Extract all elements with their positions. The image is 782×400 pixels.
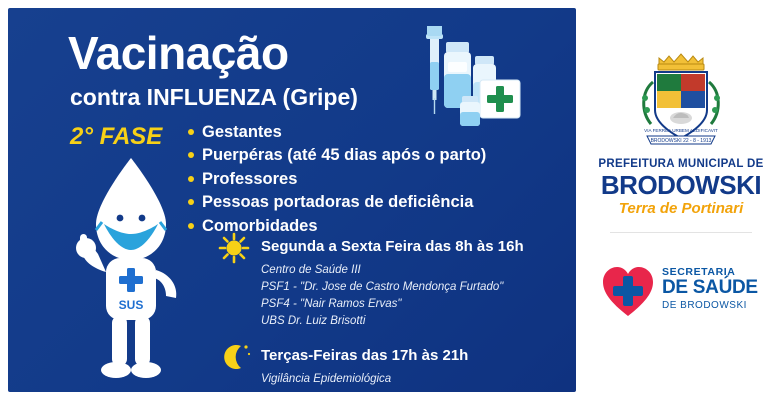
secretariat-line1: SECRETARIA bbox=[662, 266, 736, 278]
prefeitura-line1: PREFEITURA MUNICIPAL DE bbox=[598, 158, 764, 170]
schedule-heading: Terças-Feiras das 17h às 21h bbox=[261, 347, 469, 364]
svg-text:SUS: SUS bbox=[118, 298, 144, 312]
list-item: Comorbidades bbox=[188, 215, 528, 238]
list-item: Vigilância Epidemiológica bbox=[261, 373, 392, 385]
svg-text:BRODOWSKI 22 - 8 - 1913: BRODOWSKI 22 - 8 - 1913 bbox=[650, 138, 712, 144]
list-item: UBS Dr. Luiz Brisotti bbox=[261, 315, 366, 328]
prefeitura-city: BRODOWSKI bbox=[600, 170, 762, 200]
audience-list bbox=[188, 121, 528, 238]
list-item: Puerpéras (até 45 dias após o parto) bbox=[188, 144, 528, 167]
list-item: Centro de Saúde III bbox=[261, 264, 361, 276]
list-item: Professores bbox=[188, 168, 528, 191]
moon-icon bbox=[213, 340, 255, 374]
health-secretariat-logo bbox=[600, 262, 768, 324]
vaccine-bottles-syringe-icon bbox=[406, 26, 526, 134]
sus-mascot bbox=[66, 156, 196, 391]
heart-cross-icon bbox=[600, 262, 656, 320]
schedule-locations bbox=[213, 371, 543, 388]
schedule-weekday bbox=[213, 236, 543, 330]
list-item: Gestantes bbox=[188, 121, 528, 144]
main-blue-panel bbox=[8, 8, 576, 392]
branding-panel bbox=[580, 0, 782, 400]
phase-badge: 2° FASE bbox=[70, 123, 163, 150]
list-item: PSF1 - "Dr. Jose de Castro Mendonça Furtado" bbox=[261, 281, 504, 294]
prefeitura-tagline: Terra de Portinari bbox=[618, 200, 744, 217]
brodowski-coat-of-arms bbox=[633, 48, 729, 152]
schedule-locations bbox=[213, 262, 543, 330]
page-title: Vacinação bbox=[68, 27, 289, 79]
page-subtitle: contra INFLUENZA (Gripe) bbox=[70, 84, 358, 110]
secretariat-line2: DE SAÚDE bbox=[662, 277, 758, 298]
svg-text:VIA FERREA URBEM AEDIFICAVIT: VIA FERREA URBEM AEDIFICAVIT bbox=[644, 128, 718, 133]
list-item: Pessoas portadoras de deficiência bbox=[188, 191, 528, 214]
divider bbox=[610, 232, 752, 233]
schedule-heading: Segunda a Sexta Feira das 8h às 16h bbox=[261, 238, 524, 255]
schedule-evening bbox=[213, 345, 543, 388]
secretariat-line3: DE BRODOWSKI bbox=[662, 300, 747, 311]
list-item: PSF4 - "Nair Ramos Ervas" bbox=[261, 298, 402, 311]
sun-icon bbox=[213, 231, 255, 265]
